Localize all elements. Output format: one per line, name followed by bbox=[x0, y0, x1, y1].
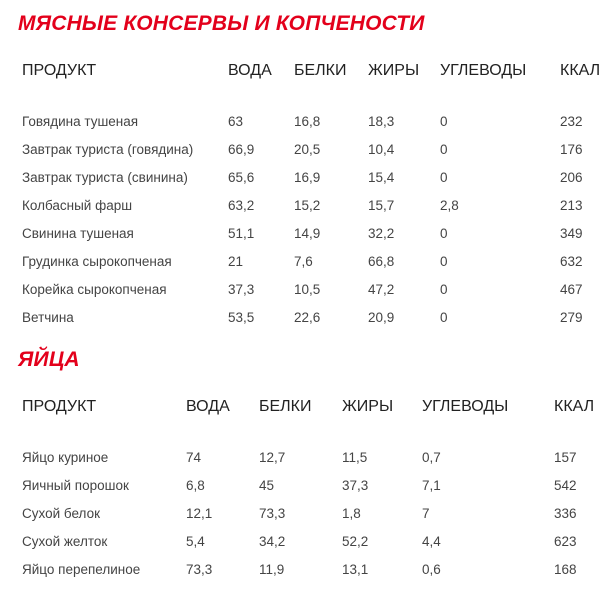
value-cell: 22,6 bbox=[294, 309, 321, 325]
value-cell: 157 bbox=[554, 449, 577, 465]
value-cell: 0 bbox=[440, 169, 448, 185]
section-title-eggs: ЯЙЦА bbox=[18, 348, 80, 371]
value-cell: 467 bbox=[560, 281, 583, 297]
table-header-row bbox=[12, 56, 608, 86]
nutrition-table-meat bbox=[12, 56, 608, 331]
value-cell: 51,1 bbox=[228, 225, 255, 241]
value-cell: 21 bbox=[228, 253, 244, 269]
value-cell: 16,8 bbox=[294, 113, 321, 129]
value-cell: 0,6 bbox=[422, 561, 441, 577]
value-cell: 37,3 bbox=[342, 477, 369, 493]
table-header-row bbox=[12, 392, 600, 422]
column-header: ККАЛ bbox=[554, 398, 595, 415]
value-cell: 66,8 bbox=[368, 253, 395, 269]
column-header: УГЛЕВОДЫ bbox=[440, 62, 527, 79]
value-cell: 7,1 bbox=[422, 477, 441, 493]
value-cell: 66,9 bbox=[228, 141, 255, 157]
value-cell: 176 bbox=[560, 141, 583, 157]
table-row bbox=[12, 443, 600, 471]
column-header: ЖИРЫ bbox=[342, 398, 394, 415]
value-cell: 7,6 bbox=[294, 253, 313, 269]
value-cell: 53,5 bbox=[228, 309, 255, 325]
column-header: ВОДА bbox=[186, 398, 230, 415]
column-header: ККАЛ bbox=[560, 62, 601, 79]
value-cell: 74 bbox=[186, 449, 202, 465]
value-cell: 0 bbox=[440, 141, 448, 157]
value-cell: 0 bbox=[440, 281, 448, 297]
value-cell: 15,4 bbox=[368, 169, 395, 185]
value-cell: 63 bbox=[228, 113, 244, 129]
value-cell: 34,2 bbox=[259, 533, 286, 549]
column-header: ЖИРЫ bbox=[368, 62, 420, 79]
column-header: ВОДА bbox=[228, 62, 272, 79]
value-cell: 632 bbox=[560, 253, 583, 269]
product-name-cell: Яйцо куриное bbox=[22, 449, 109, 465]
column-header: ПРОДУКТ bbox=[22, 398, 97, 415]
value-cell: 52,2 bbox=[342, 533, 369, 549]
value-cell: 2,8 bbox=[440, 197, 459, 213]
value-cell: 542 bbox=[554, 477, 577, 493]
section-title-meat: МЯСНЫЕ КОНСЕРВЫ И КОПЧЕНОСТИ bbox=[18, 12, 425, 35]
product-name-cell: Ветчина bbox=[22, 309, 74, 325]
value-cell: 7 bbox=[422, 505, 430, 521]
product-name-cell: Говядина тушеная bbox=[22, 113, 139, 129]
value-cell: 336 bbox=[554, 505, 577, 521]
table-row bbox=[12, 247, 608, 275]
column-header: ПРОДУКТ bbox=[22, 62, 97, 79]
value-cell: 6,8 bbox=[186, 477, 205, 493]
value-cell: 37,3 bbox=[228, 281, 255, 297]
value-cell: 11,5 bbox=[342, 449, 368, 465]
value-cell: 15,7 bbox=[368, 197, 395, 213]
value-cell: 0 bbox=[440, 253, 448, 269]
product-name-cell: Яйцо перепелиное bbox=[22, 561, 141, 577]
table-row bbox=[12, 219, 608, 247]
value-cell: 73,3 bbox=[259, 505, 286, 521]
value-cell: 1,8 bbox=[342, 505, 361, 521]
value-cell: 15,2 bbox=[294, 197, 321, 213]
value-cell: 0 bbox=[440, 113, 448, 129]
column-header: БЕЛКИ bbox=[259, 398, 312, 415]
value-cell: 73,3 bbox=[186, 561, 213, 577]
value-cell: 20,9 bbox=[368, 309, 395, 325]
column-header: УГЛЕВОДЫ bbox=[422, 398, 509, 415]
value-cell: 232 bbox=[560, 113, 583, 129]
product-name-cell: Корейка сырокопченая bbox=[22, 281, 167, 297]
table-row bbox=[12, 499, 600, 527]
value-cell: 63,2 bbox=[228, 197, 255, 213]
table-row bbox=[12, 107, 608, 135]
value-cell: 10,4 bbox=[368, 141, 395, 157]
value-cell: 4,4 bbox=[422, 533, 441, 549]
value-cell: 45 bbox=[259, 477, 275, 493]
value-cell: 14,9 bbox=[294, 225, 321, 241]
value-cell: 349 bbox=[560, 225, 583, 241]
value-cell: 11,9 bbox=[259, 561, 285, 577]
value-cell: 623 bbox=[554, 533, 577, 549]
value-cell: 47,2 bbox=[368, 281, 395, 297]
value-cell: 5,4 bbox=[186, 533, 205, 549]
product-name-cell: Свинина тушеная bbox=[22, 225, 134, 241]
value-cell: 20,5 bbox=[294, 141, 321, 157]
product-name-cell: Яичный порошок bbox=[22, 477, 129, 493]
value-cell: 168 bbox=[554, 561, 577, 577]
value-cell: 0,7 bbox=[422, 449, 441, 465]
value-cell: 12,1 bbox=[186, 505, 213, 521]
product-name-cell: Колбасный фарш bbox=[22, 197, 133, 213]
table-row bbox=[12, 191, 608, 219]
value-cell: 0 bbox=[440, 309, 448, 325]
table-row bbox=[12, 303, 608, 331]
value-cell: 279 bbox=[560, 309, 583, 325]
table-row bbox=[12, 135, 608, 163]
product-name-cell: Сухой желток bbox=[22, 533, 108, 549]
product-name-cell: Завтрак туриста (свинина) bbox=[22, 169, 188, 185]
column-header: БЕЛКИ bbox=[294, 62, 347, 79]
value-cell: 12,7 bbox=[259, 449, 286, 465]
table-row bbox=[12, 555, 600, 583]
value-cell: 18,3 bbox=[368, 113, 395, 129]
table-row bbox=[12, 471, 600, 499]
value-cell: 10,5 bbox=[294, 281, 321, 297]
table-row bbox=[12, 527, 600, 555]
product-name-cell: Сухой белок bbox=[22, 505, 100, 521]
table-row bbox=[12, 163, 608, 191]
value-cell: 213 bbox=[560, 197, 583, 213]
nutrition-table-eggs bbox=[12, 392, 600, 583]
value-cell: 65,6 bbox=[228, 169, 255, 185]
value-cell: 206 bbox=[560, 169, 583, 185]
value-cell: 0 bbox=[440, 225, 448, 241]
value-cell: 16,9 bbox=[294, 169, 321, 185]
value-cell: 32,2 bbox=[368, 225, 395, 241]
product-name-cell: Грудинка сырокопченая bbox=[22, 253, 172, 269]
table-row bbox=[12, 275, 608, 303]
product-name-cell: Завтрак туриста (говядина) bbox=[22, 141, 194, 157]
value-cell: 13,1 bbox=[342, 561, 369, 577]
